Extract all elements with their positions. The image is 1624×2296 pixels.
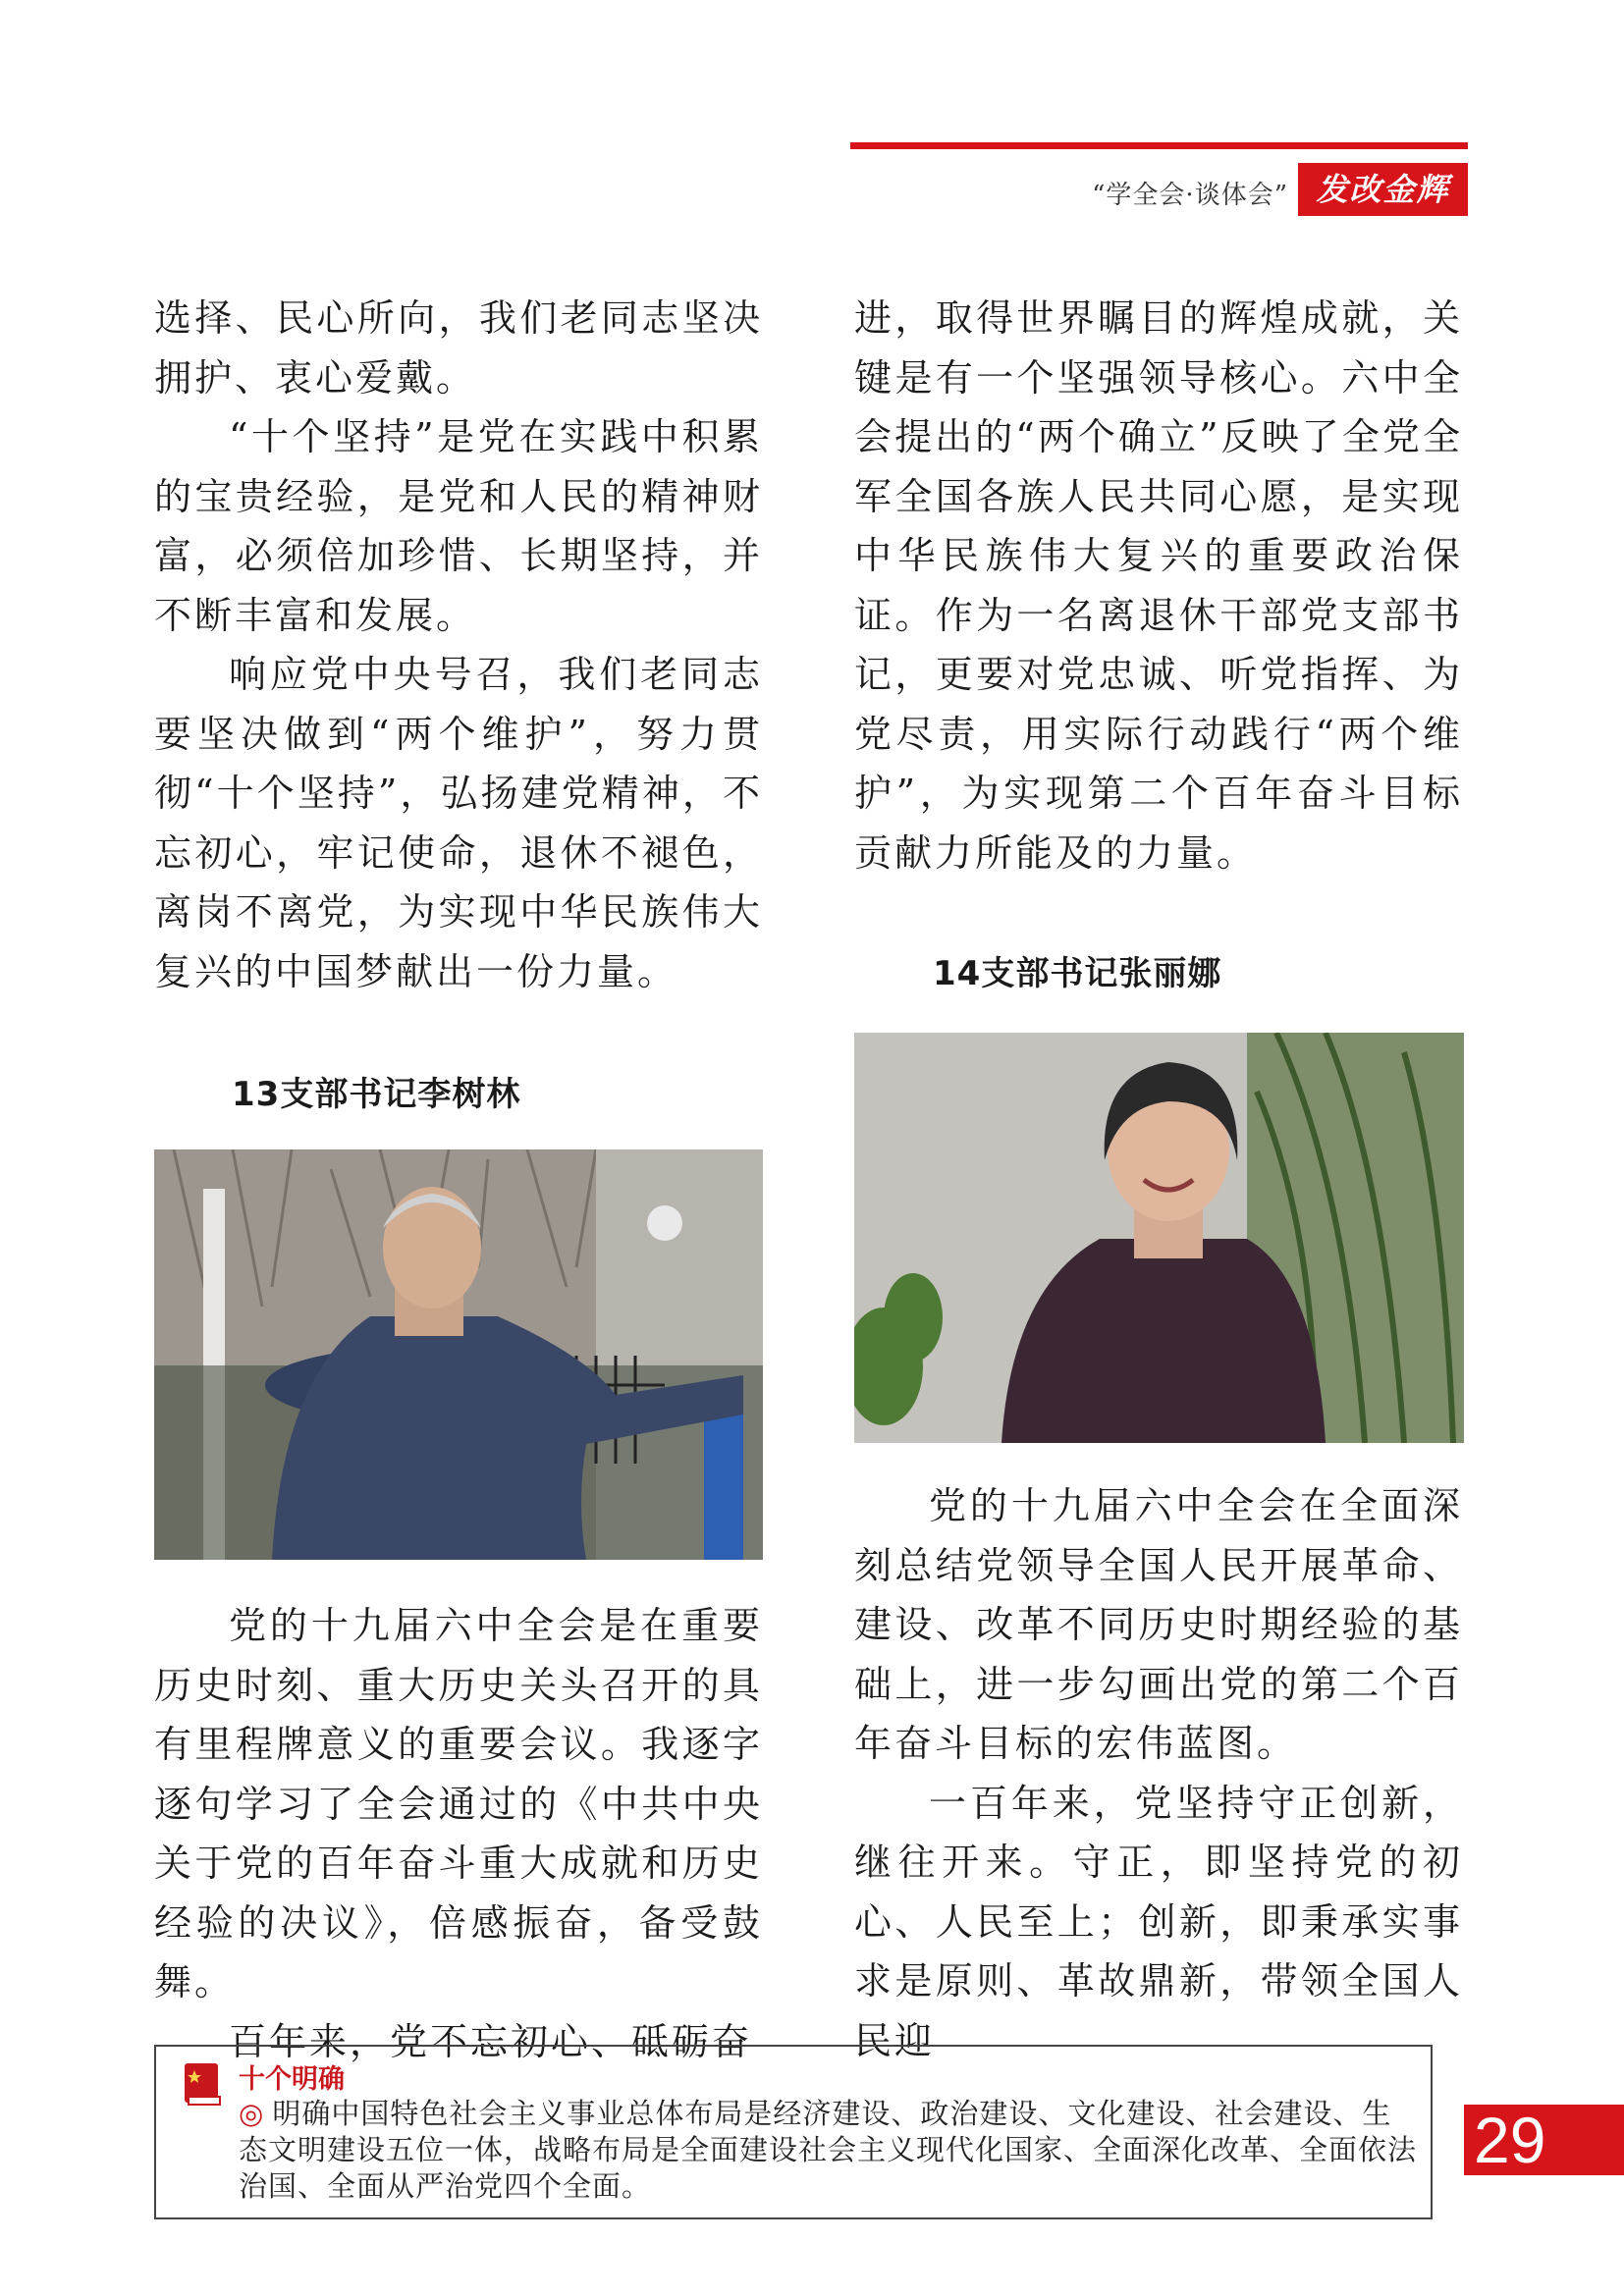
- paragraph: 选择、民心所向，我们老同志坚决拥护、衷心爱戴。: [154, 296, 763, 400]
- paragraph: 党的十九届六中全会在全面深刻总结党领导全国人民开展革命、建设、改革不同历史时期经验的基础上，进一步勾画出党的第二个百年奋斗目标的宏伟蓝图。: [854, 1484, 1463, 1765]
- paragraph: “十个坚持”是党在实践中积累的宝贵经验，是党和人民的精神财富，必须倍加珍惜、长期坚持，并不断丰富和发展。: [154, 415, 763, 637]
- paragraph: 一百年来，党坚持守正创新，继往开来。守正，即坚持党的初心、人民至上；创新，即秉承实事求是原则、革故鼎新，带领全国人民迎: [854, 1781, 1463, 2062]
- paragraph: 百年来，党不忘初心、砥砺奋: [229, 2019, 753, 2063]
- section-14-body: [854, 1476, 1463, 2070]
- section-heading-14: 14支部书记张丽娜: [933, 954, 1222, 993]
- bullet-icon: ◎: [239, 2097, 265, 2130]
- page-number: 29: [1464, 2105, 1624, 2175]
- section-13-body: [154, 1596, 763, 2071]
- portrait-photo-zhang-lina: [854, 1033, 1464, 1443]
- portrait-photo-li-shulin: [154, 1149, 763, 1560]
- box-text: [239, 2096, 1417, 2205]
- magazine-brand: 发改金辉: [1298, 163, 1468, 216]
- right-column-top: [854, 289, 1463, 882]
- portrait-illustration: [154, 1149, 763, 1560]
- book-icon: [183, 2061, 222, 2107]
- column-subtitle: “学全会·谈体会”: [1092, 181, 1288, 210]
- portrait-illustration: [854, 1033, 1464, 1443]
- header-rule: [850, 142, 1468, 149]
- box-body: 明确中国特色社会主义事业总体布局是经济建设、政治建设、文化建设、社会建设、生态文明建设五位一体，战略布局是全面建设社会主义现代化国家、全面深化改革、全面依法治国、全面从严治党四个全面。: [239, 2097, 1418, 2203]
- paragraph: 响应党中央号召，我们老同志要坚决做到“两个维护”，努力贯彻“十个坚持”，弘扬建党精神，不忘初心，牢记使命，退休不褪色，离岗不离党，为实现中华民族伟大复兴的中国梦献出一份力量。: [154, 653, 763, 993]
- left-column-top: [154, 289, 763, 1001]
- box-title: 十个明确: [239, 2064, 345, 2095]
- section-heading-13: 13支部书记李树林: [232, 1075, 521, 1114]
- paragraph: 进，取得世界瞩目的辉煌成就，关键是有一个坚强领导核心。六中全会提出的“两个确立”反映了全党全军全国各族人民共同心愿，是实现中华民族伟大复兴的重要政治保证。作为一名离退休干部党支部书记，更要对党忠诚、听党指挥、为党尽责，用实际行动践行“两个维护”，为实现第二个百年奋斗目标贡献力所能及的力量。: [854, 296, 1463, 875]
- paragraph: 党的十九届六中全会是在重要历史时刻、重大历史关头召开的具有里程牌意义的重要会议。我逐字逐句学习了全会通过的《中共中央关于党的百年奋斗重大成就和历史经验的决议》，倍感振奋，备受鼓舞。: [154, 1604, 763, 2003]
